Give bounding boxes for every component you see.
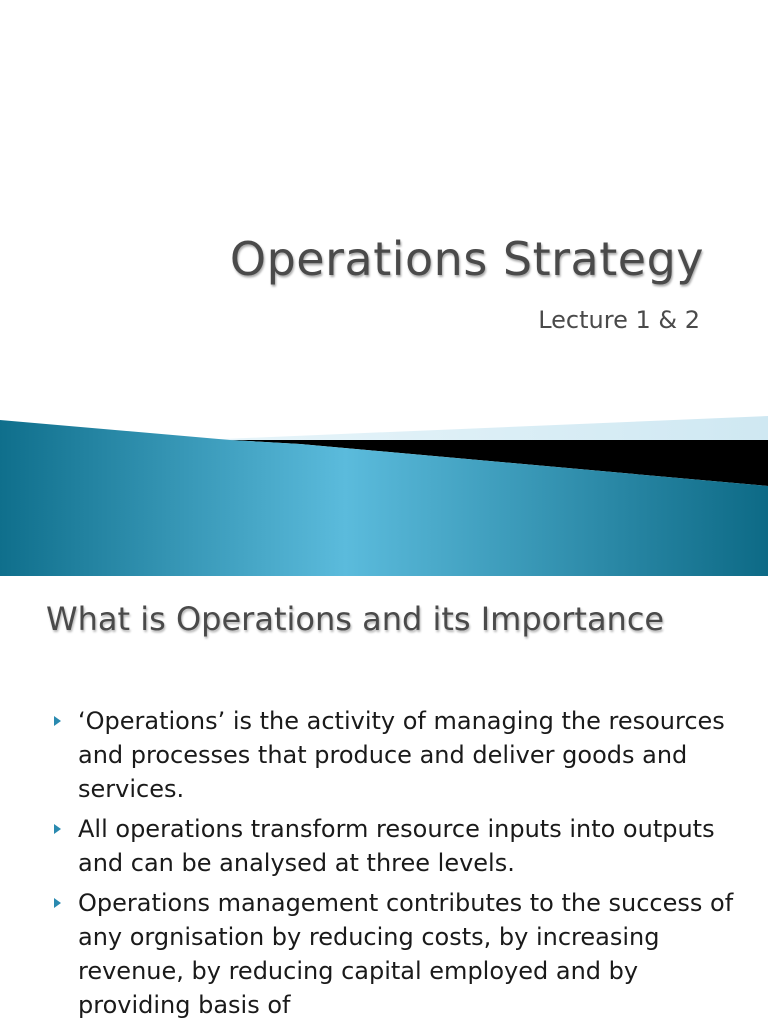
- triangle-bullet-icon: [54, 824, 61, 834]
- pale-band-shape: [200, 416, 768, 440]
- list-item: [50, 704, 740, 806]
- slide-heading: What is Operations and its Importance: [46, 600, 665, 638]
- triangle-bullet-icon: [54, 898, 61, 908]
- list-item: [50, 886, 740, 1022]
- bullet-text: ‘Operations’ is the activity of managing the resources and processes that produce and deliver goods and services.: [78, 707, 725, 803]
- bullet-text: All operations transform resource inputs into outputs and can be analysed at three levels.: [78, 815, 715, 877]
- decorative-wave-band: [0, 410, 768, 576]
- slide-title: Operations Strategy: [229, 232, 704, 286]
- content-slide: [0, 576, 768, 1024]
- triangle-bullet-icon: [54, 716, 61, 726]
- bullet-list: [50, 704, 740, 1024]
- slide-subtitle: Lecture 1 & 2: [538, 306, 700, 334]
- list-item: [50, 812, 740, 880]
- bullet-text: Operations management contributes to the success of any orgnisation by reducing costs, by increasing revenue, by reducing capital employed and by providing basis of: [78, 889, 734, 1019]
